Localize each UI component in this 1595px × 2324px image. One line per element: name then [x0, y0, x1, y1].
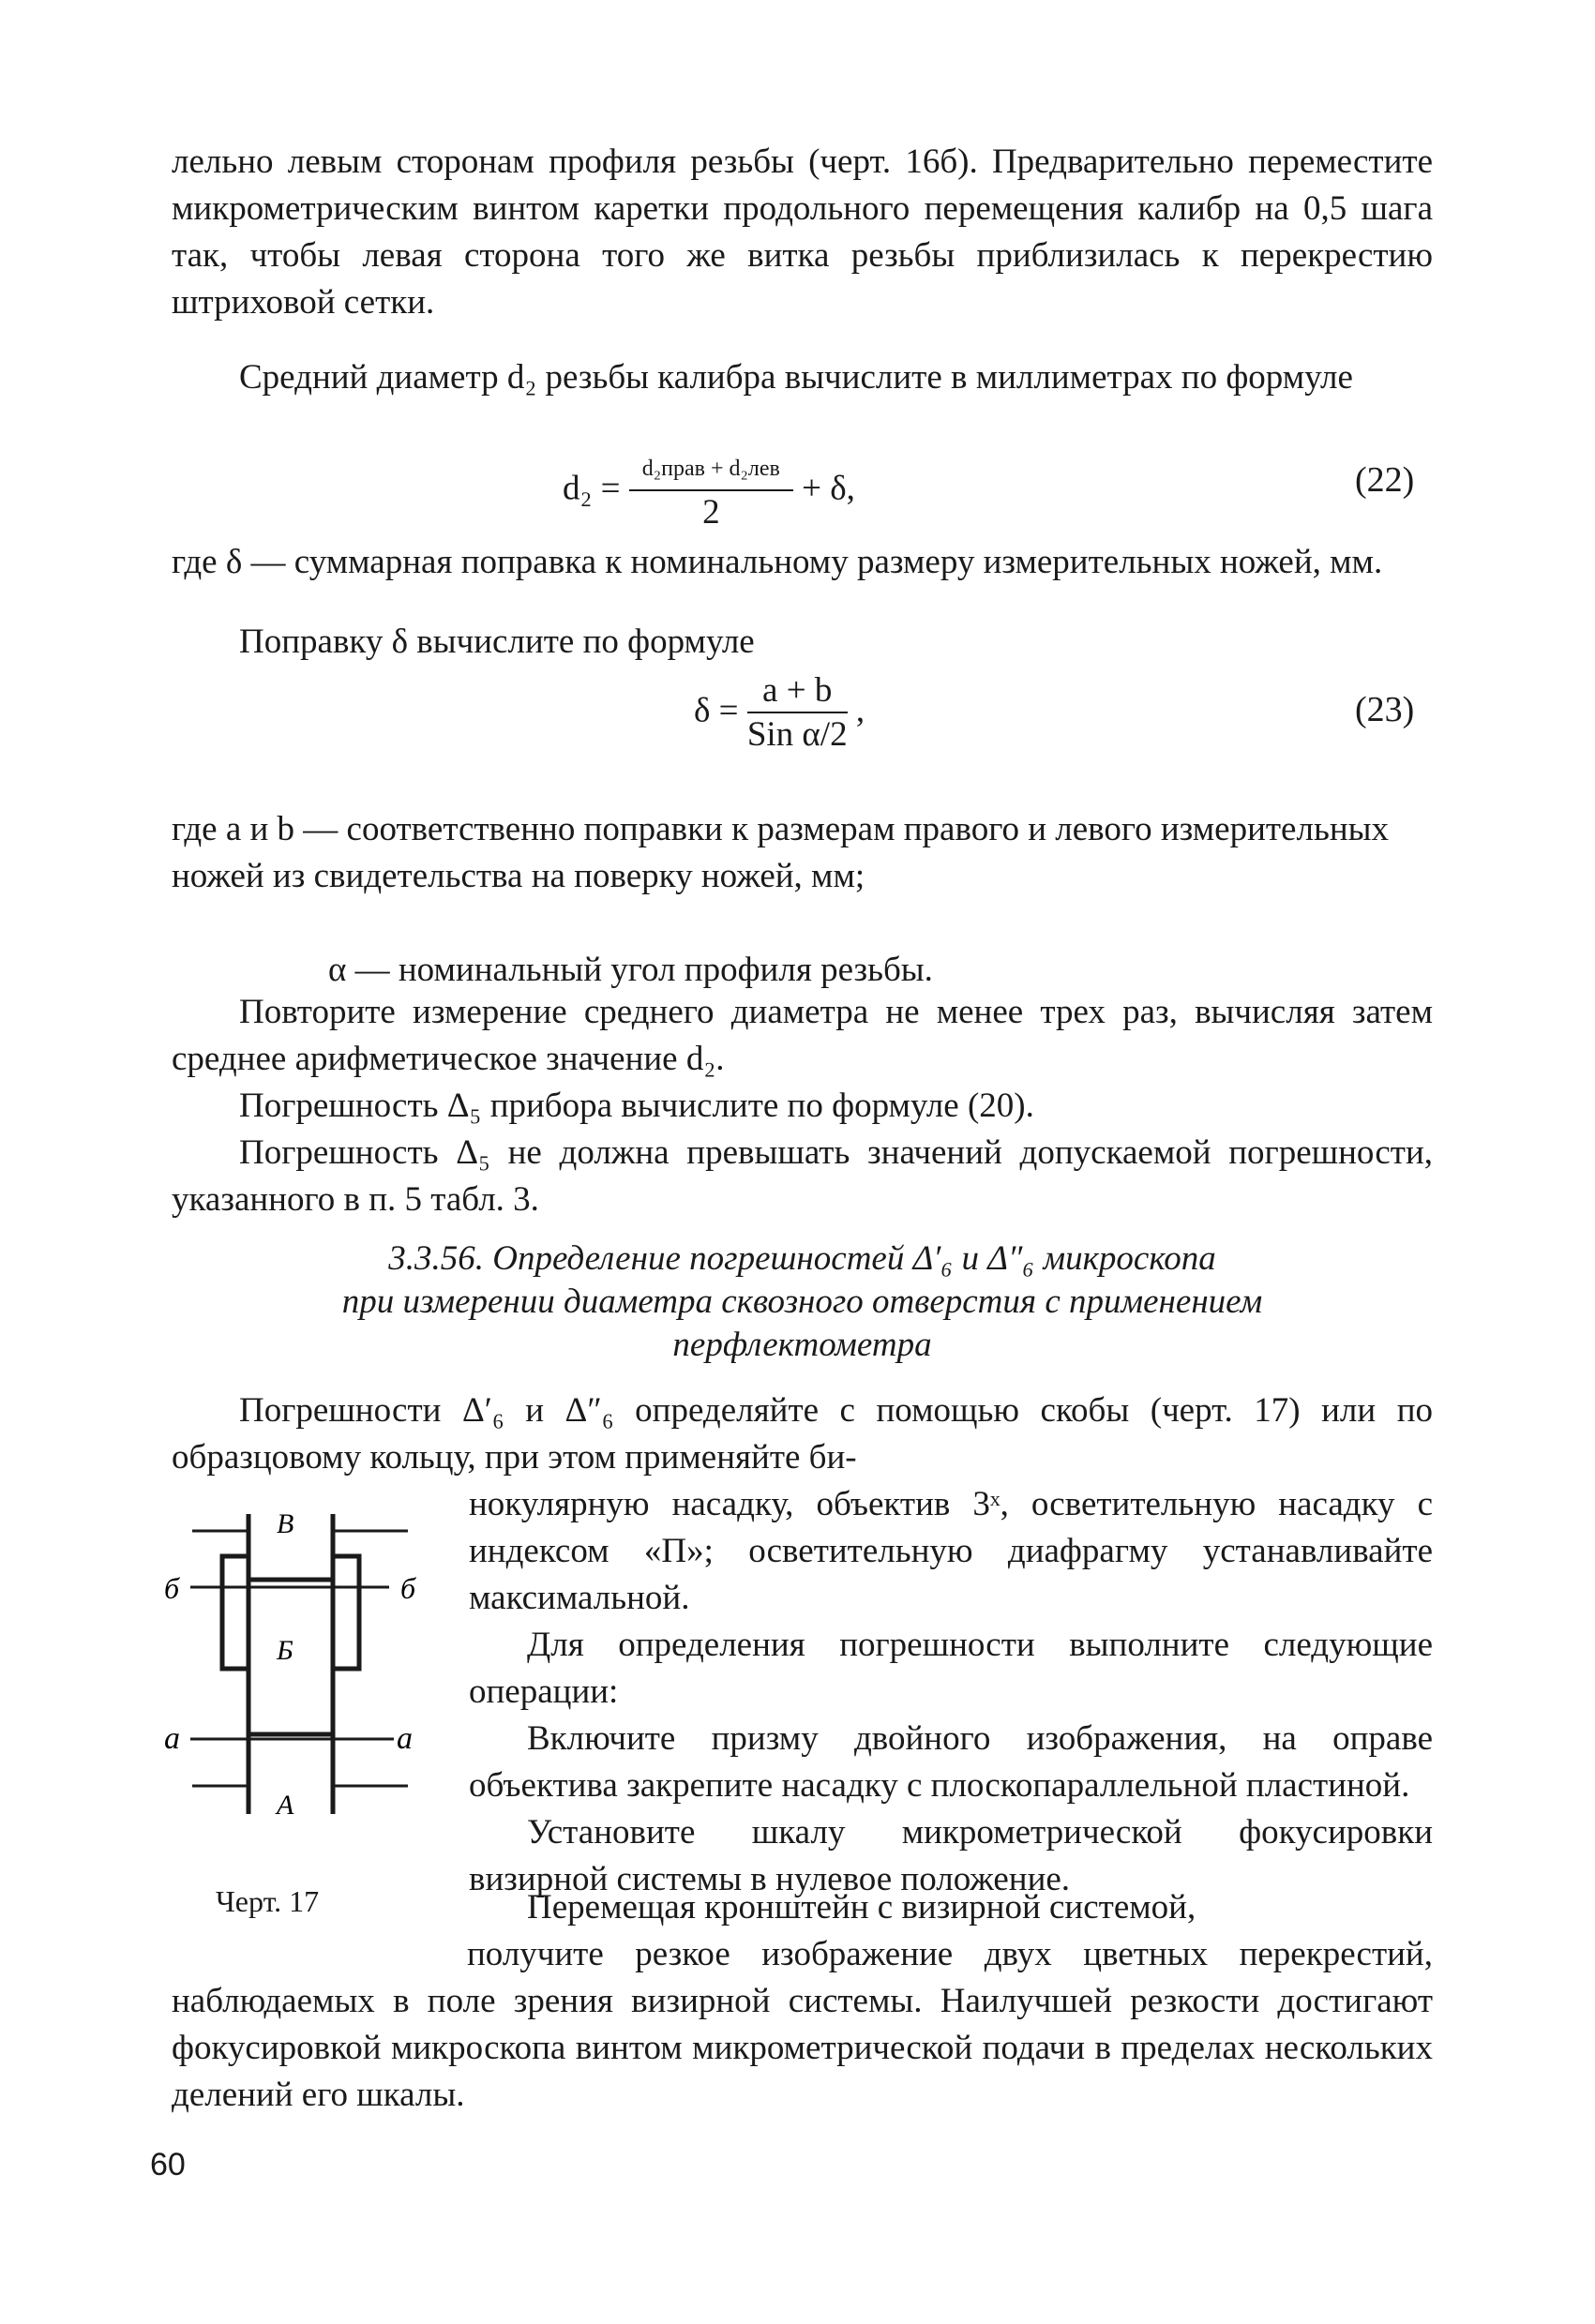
fig-label-bottom: А [277, 1790, 294, 1821]
right-jaw [333, 1556, 359, 1669]
where-a-b: где a и b — соответственно поправки к размерам правого и левого измерительных ножей из свидетельства на поверку ножей, мм; [172, 810, 1389, 895]
where-alpha: α — номинальный угол профиля резьбы. [328, 951, 933, 989]
fig-label-right-b: б [400, 1571, 416, 1605]
fig-label-left-a: а [164, 1721, 180, 1756]
formula-22-numerator: d₂прав + d₂лев [629, 448, 793, 491]
formula-23-lhs: δ = [694, 691, 739, 730]
paragraph-11-rest: получите резкое изображение двух цветных перекрестий, наблюдаемых в поле зрения визирной системы. Наилучшей резкости достигают фокусировкой микроскопа винтом микрометрической подачи в пределах нескольких делений его шкалы. [172, 1935, 1433, 2114]
paragraph-7-top: Погрешности Δ′₆ и Δ″₆ определяйте с помощью скобы (черт. 17) или по образцовому кольцу, при этом применяйте би- [172, 1391, 1433, 1477]
paragraph-2: Средний диаметр d₂ резьбы калибра вычислите в миллиметрах по формуле [239, 358, 1353, 397]
paragraph-9: Включите призму двойного изображения, на оправе объектива закрепите насадку с плоскопараллельной пластиной. [469, 1719, 1433, 1805]
formula-22-lhs: d₂ = [563, 469, 621, 508]
paragraph-5: Погрешность Δ₅ прибора вычислите по формуле (20). [239, 1087, 1034, 1125]
formula-23 [694, 670, 865, 757]
fig-label-mid: Б [277, 1635, 293, 1666]
formula-22-fraction [629, 448, 793, 534]
fig-label-right-a: а [397, 1721, 413, 1756]
paragraph-10: Установите шкалу микрометрической фокусировки визирной системы в нулевое положение. [469, 1813, 1433, 1898]
formula-22 [563, 448, 855, 534]
paragraph-4: Повторите измерение среднего диаметра не менее трех раз, вычисляя затем среднее арифметическое значение d₂. [172, 993, 1433, 1078]
equation-number-22: (22) [1355, 460, 1415, 500]
paragraph-11-first: Перемещая кронштейн с визирной системой, [527, 1888, 1196, 1927]
figure-17-diagram [155, 1505, 455, 1870]
formula-23-fraction [747, 670, 848, 757]
formula-23-denominator: Sin α/2 [746, 715, 848, 754]
left-jaw [222, 1556, 248, 1669]
fig-label-top: В [277, 1508, 294, 1539]
where-delta [172, 539, 1433, 586]
fig-label-left-b: б [164, 1571, 180, 1605]
figure-17-caption: Черт. 17 [216, 1884, 320, 1918]
formula-22-denominator: 2 [702, 493, 720, 532]
section-heading-line-3: перфлектометра [672, 1326, 932, 1364]
formula-22-tail: + δ, [802, 469, 855, 508]
formula-23-tail: , [855, 691, 865, 730]
paragraph-8: Для определения погрешности выполните следующие операции: [469, 1626, 1433, 1711]
page-number: 60 [150, 2147, 186, 2182]
where-delta-text: где δ — суммарная поправка к номинальному размеру измерительных ножей, мм. [172, 543, 1383, 581]
paragraph-6: Погрешность Δ₅ не должна превышать значений допускаемой погрешности, указанного в п. 5 табл. 3. [172, 1133, 1433, 1219]
paragraph-7-side: нокулярную насадку, объектив 3ˣ, осветительную насадку с индексом «П»; осветительную диафрагму устанавливайте максимальной. [469, 1485, 1433, 1617]
equation-number-23: (23) [1355, 690, 1415, 729]
paragraph-3: Поправку δ вычислите по формуле [239, 622, 755, 661]
section-heading-line-2: при измерении диаметра сквозного отверстия с применением [341, 1282, 1263, 1321]
paragraph-1: лельно левым сторонам профиля резьбы (черт. 16б). Предварительно переместите микрометрическим винтом каретки продольного перемещения калибр на 0,5 шага так, чтобы левая сторона того же витка резьбы приблизилась к перекрестию штриховой сетки. [172, 142, 1433, 322]
formula-23-numerator: a + b [747, 670, 848, 713]
section-heading-line-1: 3.3.56. Определение погрешностей Δ′₆ и Δ″₆ микроскопа [388, 1239, 1216, 1278]
